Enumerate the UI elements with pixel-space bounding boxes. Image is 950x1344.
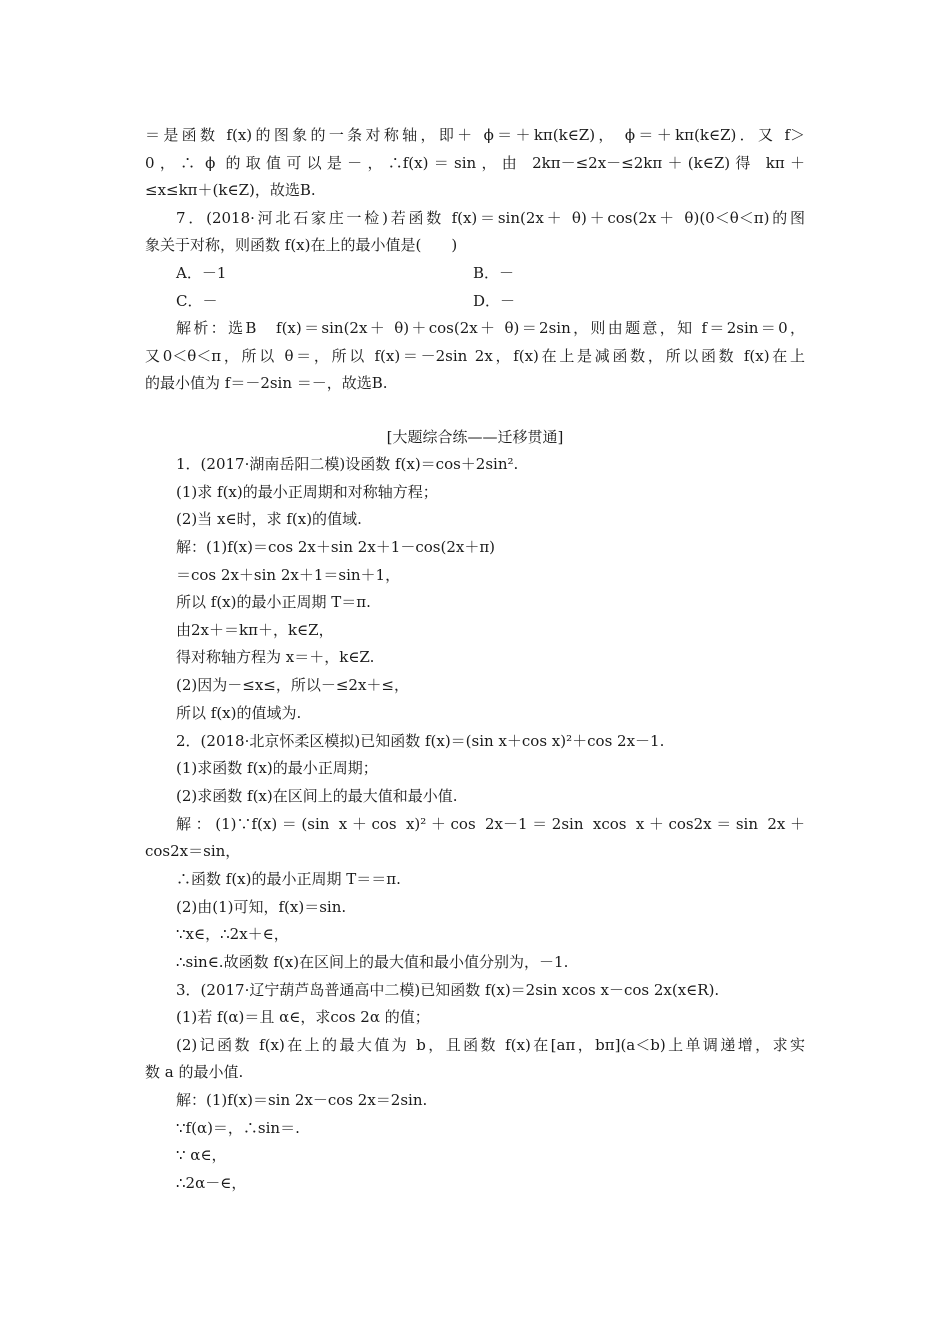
solution-line: 由2x＋＝kπ＋，k∈Z， <box>176 621 334 639</box>
text-line: (2)当 x∈时，求 f(x)的值域. <box>176 510 362 528</box>
solution-line: 又0＜θ＜π，所以 θ＝，所以 f(x)＝－2sin 2x，f(x)在上是减函数，所以函数 f(x)在上 <box>145 347 805 365</box>
solution-line: 所以 f(x)的最小正周期 T＝π. <box>176 593 371 611</box>
solution-line: ∵ α∈， <box>176 1146 227 1164</box>
option-b: B．－ <box>473 264 515 282</box>
option-d: D．－ <box>473 292 516 310</box>
solution-line: cos2x＝sin， <box>145 842 241 860</box>
text-line: 象关于对称，则函数 f(x)在上的最小值是( ) <box>145 236 458 254</box>
solution-line: (2)因为－≤x≤，所以－≤2x＋≤， <box>176 676 409 694</box>
text-line: (1)求函数 f(x)的最小正周期； <box>176 759 378 777</box>
solution-line: 所以 f(x)的值域为. <box>176 704 302 722</box>
solution-line: 解：(1)f(x)＝cos 2x＋sin 2x＋1－cos(2x＋π) <box>176 538 496 556</box>
solution-line: 解：(1)f(x)＝sin 2x－cos 2x＝2sin. <box>176 1091 428 1109</box>
solution-line: ∴sin∈.故函数 f(x)在区间上的最大值和最小值分别为，－1. <box>176 953 569 971</box>
text-line: ≤x≤kπ＋(k∈Z)，故选B. <box>145 181 316 199</box>
option-c: C．－ <box>176 292 218 310</box>
option-a: A．－1 <box>176 264 227 282</box>
solution-line: ∵x∈，∴2x＋∈， <box>176 925 289 943</box>
solution-line: ∴函数 f(x)的最小正周期 T＝＝π. <box>176 870 401 888</box>
solution-line: ＝cos 2x＋sin 2x＋1＝sin＋1， <box>176 566 401 584</box>
question-3-stem: 3．(2017·辽宁葫芦岛普通高中二模)已知函数 f(x)＝2sin xcos x－cos 2x(x∈R). <box>176 981 720 999</box>
text-line: (1)若 f(α)＝且 α∈，求cos 2α 的值； <box>176 1008 430 1026</box>
question-7-stem: 7．(2018·河北石家庄一检)若函数 f(x)＝sin(2x＋ θ)＋cos(2x＋ θ)(0＜θ＜π)的图 <box>176 209 805 227</box>
text-line: 0，∴ ϕ 的取值可以是－，∴f(x)＝sin，由 2kπ－≤2x－≤2kπ＋(k∈Z)得 kπ＋ <box>145 154 805 172</box>
solution-line: 的最小值为 f＝－2sin ＝－，故选B. <box>145 374 388 392</box>
solution-line: 解析：选B f(x)＝sin(2x＋ θ)＋cos(2x＋ θ)＝2sin，则由题意，知 f＝2sin＝0， <box>176 319 805 337</box>
solution-line: ∵f(α)＝，∴sin＝. <box>176 1119 300 1137</box>
solution-line: ∴2α－∈， <box>176 1174 247 1192</box>
section-heading: [大题综合练——迁移贯通] <box>386 428 564 446</box>
solution-line: (2)由(1)可知，f(x)＝sin. <box>176 898 347 916</box>
question-1-stem: 1．(2017·湖南岳阳二模)设函数 f(x)＝cos＋2sin². <box>176 455 519 473</box>
text-line: 数 a 的最小值. <box>145 1063 244 1081</box>
solution-line: 得对称轴方程为 x＝＋，k∈Z. <box>176 648 375 666</box>
text-line: (2)记函数 f(x)在上的最大值为 b，且函数 f(x)在[aπ，bπ](a＜b)上单调递增，求实 <box>176 1036 805 1054</box>
question-2-stem: 2．(2018·北京怀柔区模拟)已知函数 f(x)＝(sin x＋cos x)²＋cos 2x－1. <box>176 732 665 750</box>
solution-line: 解：(1)∵f(x)＝(sin x＋cos x)²＋cos 2x－1＝2sin xcos x＋cos2x＝sin 2x＋ <box>176 815 805 833</box>
text-line: ＝是函数 f(x)的图象的一条对称轴，即＋ ϕ＝＋kπ(k∈Z)， ϕ＝＋kπ(k∈Z)．又 f＞ <box>145 126 805 144</box>
text-line: (2)求函数 f(x)在区间上的最大值和最小值. <box>176 787 458 805</box>
text-line: (1)求 f(x)的最小正周期和对称轴方程； <box>176 483 438 501</box>
